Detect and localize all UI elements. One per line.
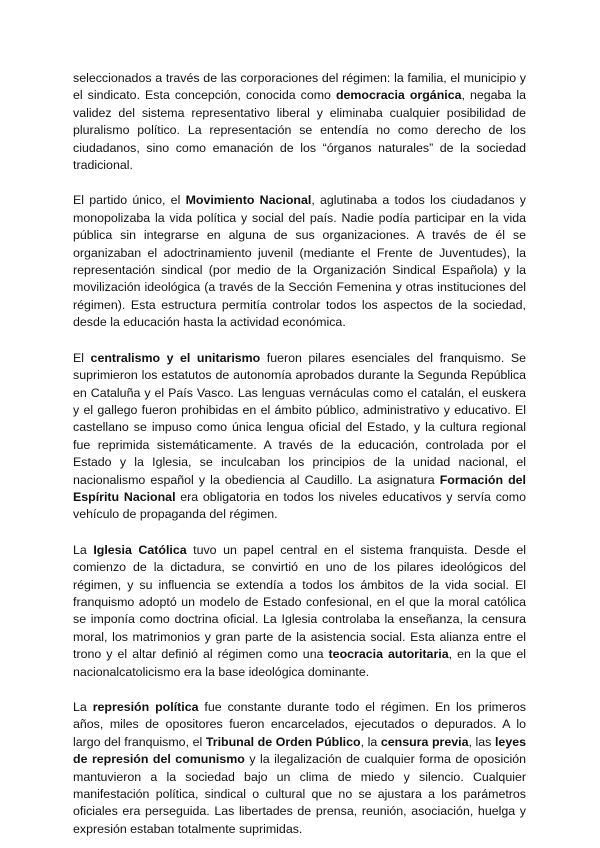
bold-term: teocracia autoritaria [328,647,449,662]
bold-term: represión política [92,700,199,714]
text-run: y la ilegalización de cualquier forma de oposición mantuvieron a la sociedad bajo un clima de miedo y silencio. Cualquier manifestación política, sindical o cultural que no se ajustara a los parámetros oficiales era perseguida. Las libertades de prensa, reunión, asociación, huelga y expresión estaban totalmente suprimidas. [73,752,526,836]
bold-term: Tribunal de Orden Público [205,734,361,749]
bold-term: Iglesia Católica [93,542,187,557]
text-run: , aglutinaba a todos los ciudadanos y monopolizaba la vida política y social del país. Nadie podía participar en la vida pública sin integrarse en alguna de sus organizaciones. A través de él se organizaban el adoctrinamiento juvenil (mediante el Frente de Juventudes), la representación sindical (por medio de la Organización Sindical Española) y la movilización ideológica (a través de la Sección Femenina y otras instituciones del régimen). Esta estructura permitía controlar todos los aspectos de la sociedad, desde la educación hasta la actividad económica. [73,193,526,330]
text-run: La [73,542,94,557]
text-run: tuvo un papel central en el sistema franquista. Desde el comienzo de la dictadura, se convirtió en uno de los pilares ideológicos del régimen, y su influencia se extendía a todos los ámbitos de la vida social. El franquismo adoptó un modelo de Estado confesional, en el que la moral católica se imponía como doctrina oficial. La Iglesia controlaba la enseñanza, la censura moral, los matrimonios y gran parte de la asistencia social. Esta alianza entre el trono y el altar definió al régimen como una [73,542,526,662]
bold-term: leyes de represión del comunismo [73,734,526,767]
paragraph-iglesia-catolica [73,542,526,681]
text-run: fueron pilares esenciales del franquismo. Se suprimieron los estatutos de autonomía aprobados durante la Segunda República en Cataluña y el País Vasco. Las lenguas vernáculas como el catalán, el euskera y el gallego fueron prohibidas en el ámbito público, administrativo y educativo. El castellano se impuso como única lengua oficial del Estado, y la cultura regional fue reprimida sistemáticamente. A través de la educación, controlada por el Estado y la Iglesia, se inculcaban los principios de la unidad nacional, el nacionalismo español y la obediencia al Caudillo. La asignatura [73,350,526,487]
paragraph-democracia-organica [73,70,526,174]
bold-term: democracia orgánica [335,88,462,103]
text-run: El [73,350,91,365]
text-run: , la [360,734,381,749]
bold-term: centralismo y el unitarismo [90,350,261,365]
text-run: seleccionados a través de las corporaciones del régimen: la familia, el municipio y el sindicato. Esta concepción, conocida como [73,71,526,103]
text-run: El partido único, el [73,193,186,208]
text-run: fue constante durante todo el régimen. En los primeros años, miles de opositores fueron encarcelados, ejecutados o depurados. A lo largo del franquismo, el [73,700,526,749]
text-run: era obligatoria en todos los niveles educativos y servía como vehículo de propaganda del régimen. [73,489,526,522]
text-run: , negaba la validez del sistema representativo liberal y eliminaba cualquier posibilidad de pluralismo político. La representación se entendía no como derecho de los ciudadanos, sino como emanación de los “órganos naturales” de la sociedad tradicional. [73,88,526,173]
paragraph-centralismo [73,350,526,524]
paragraph-movimiento-nacional [73,192,526,331]
bold-term: censura previa [380,734,469,749]
paragraph-represion-politica [73,699,526,838]
text-run: , en la que el nacionalcatolicismo era la base ideológica dominante. [73,647,526,679]
text-run: , las [468,734,495,749]
text-run: La [73,700,93,714]
bold-term: Movimiento Nacional [185,193,312,208]
bold-term: Formación del Espíritu Nacional [73,472,527,504]
